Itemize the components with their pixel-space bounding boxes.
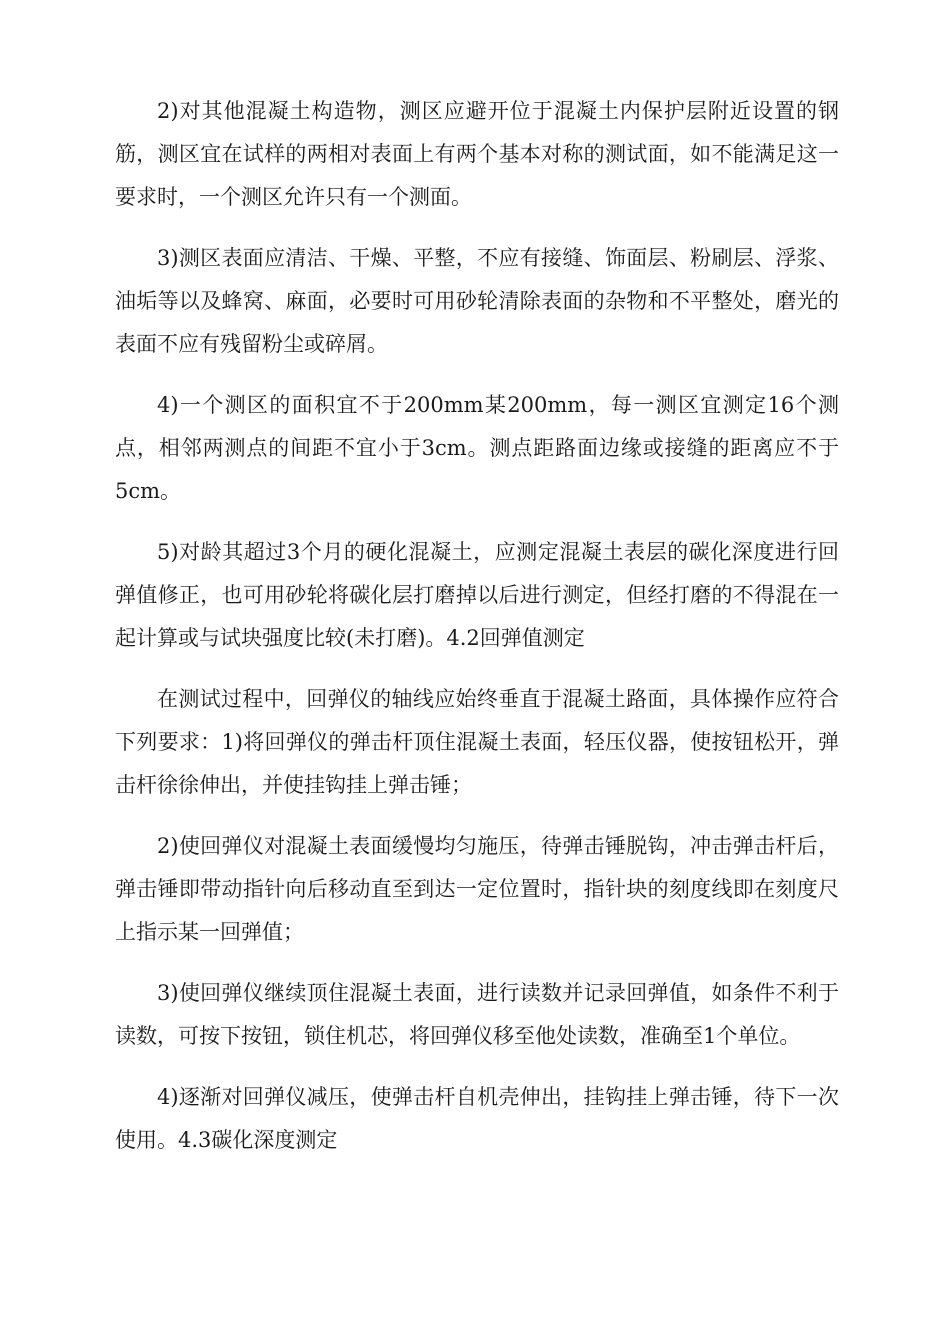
paragraph-item-4-test-area-size: 4)一个测区的面积宜不于200mm某200mm，每一测区宜测定16个测点，相邻两测点的间距不宜小于3cm。测点距路面边缘或接缝的距离应不于5cm。 — [115, 393, 839, 503]
paragraph-testing-procedure-intro: 在测试过程中，回弹仪的轴线应始终垂直于混凝土路面，具体操作应符合下列要求：1)将回弹仪的弹击杆顶住混凝土表面，轻压仪器，使按钮松开，弹击杆徐徐伸出，并使挂钩挂上弹击锤； — [115, 687, 839, 797]
paragraph-step-2-apply-pressure: 2)使回弹仪对混凝土表面缓慢均匀施压，待弹击锤脱钩，冲击弹击杆后，弹击锤即带动指针向后移动直至到达一定位置时，指针块的刻度线即在刻度尺上指示某一回弹值； — [115, 834, 839, 944]
document-body — [115, 90, 839, 1180]
paragraph-item-3-surface-requirements: 3)测区表面应清洁、干燥、平整，不应有接缝、饰面层、粉刷层、浮浆、油垢等以及蜂窝、麻面，必要时可用砂轮清除表面的杂物和不平整处，磨光的表面不应有残留粉尘或碎屑。 — [115, 246, 839, 356]
paragraph-step-3-read-value: 3)使回弹仪继续顶住混凝土表面，进行读数并记录回弹值，如条件不利于读数，可按下按钮，锁住机芯，将回弹仪移至他处读数，准确至1个单位。 — [115, 981, 839, 1048]
paragraph-step-4-release: 4)逐渐对回弹仪减压，使弹击杆自机壳伸出，挂钩挂上弹击锤，待下一次使用。4.3碳化深度测定 — [115, 1085, 839, 1152]
paragraph-item-2-other-structures: 2)对其他混凝土构造物，测区应避开位于混凝土内保护层附近设置的钢筋，测区宜在试样的两相对表面上有两个基本对称的测试面，如不能满足这一要求时，一个测区允许只有一个测面。 — [115, 99, 839, 209]
paragraph-item-5-carbonation-correction: 5)对龄其超过3个月的硬化混凝土，应测定混凝土表层的碳化深度进行回弹值修正，也可用砂轮将碳化层打磨掉以后进行测定，但经打磨的不得混在一起计算或与试块强度比较(未打磨)。4.2回弹值测定 — [115, 540, 839, 650]
